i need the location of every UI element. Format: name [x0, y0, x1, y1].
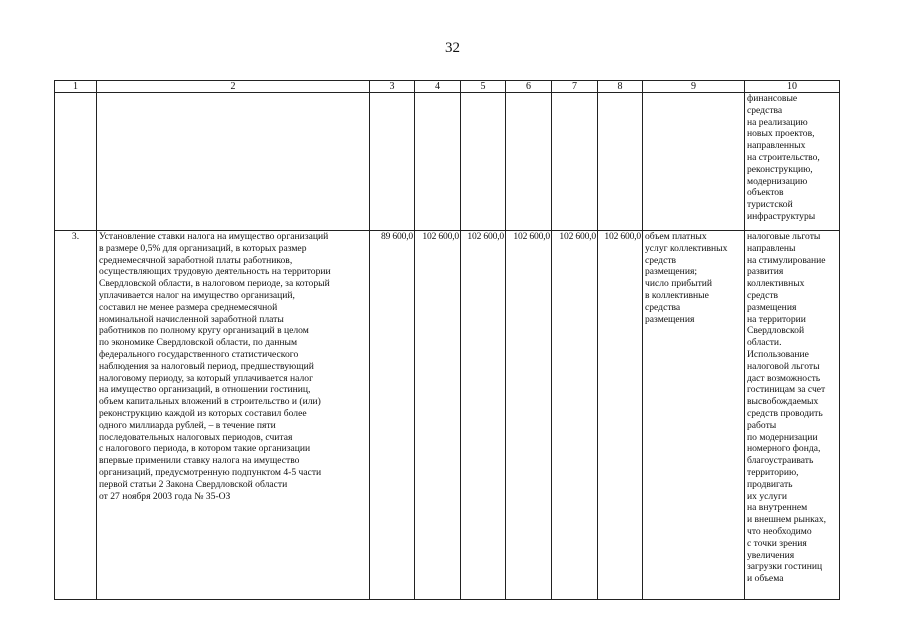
indicator-cell: объем платных услуг коллективных средств размещения; число прибытий в коллективные средства размещения — [643, 231, 745, 600]
column-header: 5 — [461, 81, 506, 93]
table-row — [55, 231, 840, 600]
column-header: 6 — [506, 81, 552, 93]
value-cell: 102 600,0 — [598, 231, 643, 600]
column-header: 4 — [415, 81, 461, 93]
value-cell: 102 600,0 — [552, 231, 598, 600]
tax-benefits-table — [54, 80, 840, 600]
tax-benefits-table-container — [54, 80, 840, 600]
column-header: 7 — [552, 81, 598, 93]
value-cell: 102 600,0 — [461, 231, 506, 600]
column-header: 1 — [55, 81, 97, 93]
benefit-description-cell — [97, 93, 370, 231]
column-header: 9 — [643, 81, 745, 93]
value-cell — [506, 93, 552, 231]
value-cell — [598, 93, 643, 231]
table-row-continuation — [55, 93, 840, 231]
column-header: 2 — [97, 81, 370, 93]
benefit-description-cell: Установление ставки налога на имущество организаций в размере 0,5% для организаций, в которых размер среднемесячной заработной платы работников, осуществляющих трудовую деятельность на территории Свердловской области, в налоговом периоде, за который уплачивается налог на имущество организаций, составил не менее размера среднемесячной номинальной начисленной заработной платы работников по полному кругу организаций в целом по экономике Свердловской области, по данным федерального государственного статистического наблюдения за налоговый период, предшествующий налоговому периоду, за который уплачивается налог на имущество организаций, в отношении гостиниц, объем капитальных вложений в строительство и (или) реконструкцию каждой из которых составил более одного миллиарда рублей, – в течение пяти последовательных налоговых периодов, считая с налогового периода, в котором такие организации впервые применили ставку налога на имущество организаций, предусмотренную подпунктом 4-5 части первой статьи 2 Закона Свердловской области от 27 ноября 2003 года № 35-ОЗ — [97, 231, 370, 600]
row-number-cell — [55, 93, 97, 231]
value-cell — [461, 93, 506, 231]
value-cell: 102 600,0 — [415, 231, 461, 600]
value-cell — [552, 93, 598, 231]
header-row — [55, 81, 840, 93]
indicator-cell — [643, 93, 745, 231]
row-number-cell: 3. — [55, 231, 97, 600]
page-number: 32 — [445, 40, 460, 56]
column-header: 8 — [598, 81, 643, 93]
column-header: 3 — [370, 81, 415, 93]
rationale-cell: налоговые льготы направлены на стимулирование развития коллективных средств размещения на территории Свердловской области. Использование налоговой льготы даст возможность гостиницам за счет высвобождаемых средств проводить работы по модернизации номерного фонда, благоустраивать территорию, продвигать их услуги на внутреннем и внешнем рынках, что необходимо с точки зрения увеличения загрузки гостиниц и объема — [745, 231, 840, 600]
rationale-cell: финансовые средства на реализацию новых проектов, направленных на строительство, реконструкцию, модернизацию объектов туристской инфраструктуры — [745, 93, 840, 231]
column-header: 10 — [745, 81, 840, 93]
value-cell: 89 600,0 — [370, 231, 415, 600]
value-cell — [415, 93, 461, 231]
value-cell — [370, 93, 415, 231]
value-cell: 102 600,0 — [506, 231, 552, 600]
